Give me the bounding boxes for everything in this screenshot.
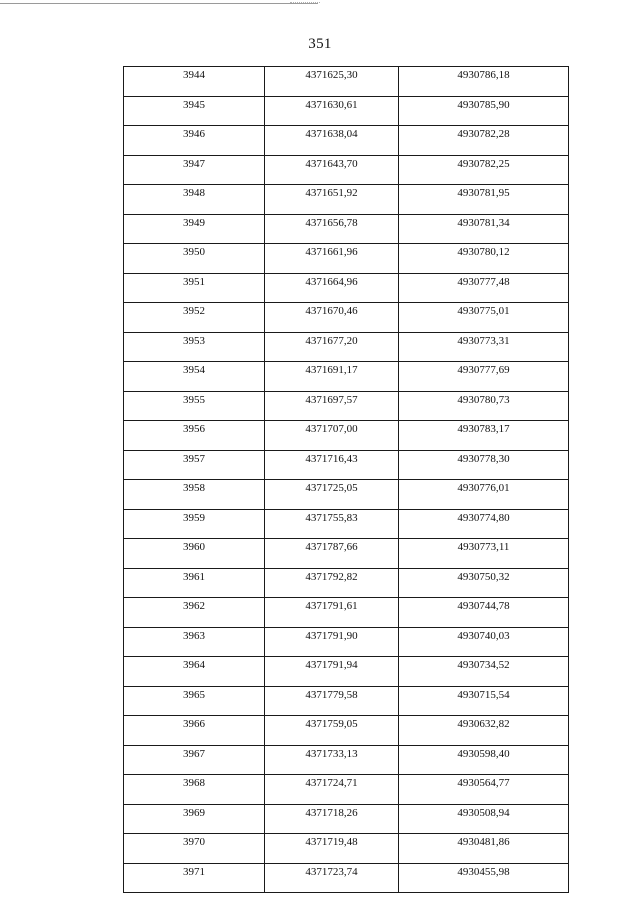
y-coordinate-cell: 4930776,01 bbox=[399, 480, 569, 510]
x-coordinate-cell: 4371724,71 bbox=[265, 775, 399, 805]
y-coordinate-cell: 4930598,40 bbox=[399, 745, 569, 775]
y-coordinate-cell: 4930783,17 bbox=[399, 421, 569, 451]
table-row bbox=[124, 155, 569, 185]
y-coordinate-cell: 4930775,01 bbox=[399, 303, 569, 333]
point-number-cell: 3964 bbox=[124, 657, 265, 687]
x-coordinate-cell: 4371638,04 bbox=[265, 126, 399, 156]
coordinates-table-body bbox=[124, 67, 569, 893]
x-coordinate-cell: 4371716,43 bbox=[265, 450, 399, 480]
y-coordinate-cell: 4930508,94 bbox=[399, 804, 569, 834]
scan-edge-line bbox=[0, 3, 318, 4]
y-coordinate-cell: 4930773,31 bbox=[399, 332, 569, 362]
y-coordinate-cell: 4930781,34 bbox=[399, 214, 569, 244]
point-number-cell: 3955 bbox=[124, 391, 265, 421]
y-coordinate-cell: 4930774,80 bbox=[399, 509, 569, 539]
point-number-cell: 3944 bbox=[124, 67, 265, 97]
table-row bbox=[124, 185, 569, 215]
x-coordinate-cell: 4371664,96 bbox=[265, 273, 399, 303]
point-number-cell: 3961 bbox=[124, 568, 265, 598]
point-number-cell: 3951 bbox=[124, 273, 265, 303]
x-coordinate-cell: 4371677,20 bbox=[265, 332, 399, 362]
y-coordinate-cell: 4930744,78 bbox=[399, 598, 569, 628]
table-row bbox=[124, 509, 569, 539]
table-row bbox=[124, 362, 569, 392]
point-number-cell: 3970 bbox=[124, 834, 265, 864]
x-coordinate-cell: 4371759,05 bbox=[265, 716, 399, 746]
table-row bbox=[124, 421, 569, 451]
y-coordinate-cell: 4930777,48 bbox=[399, 273, 569, 303]
table-row bbox=[124, 686, 569, 716]
table-row bbox=[124, 657, 569, 687]
y-coordinate-cell: 4930782,28 bbox=[399, 126, 569, 156]
x-coordinate-cell: 4371719,48 bbox=[265, 834, 399, 864]
table-row bbox=[124, 627, 569, 657]
point-number-cell: 3954 bbox=[124, 362, 265, 392]
point-number-cell: 3958 bbox=[124, 480, 265, 510]
point-number-cell: 3969 bbox=[124, 804, 265, 834]
point-number-cell: 3962 bbox=[124, 598, 265, 628]
table-row bbox=[124, 863, 569, 893]
x-coordinate-cell: 4371791,90 bbox=[265, 627, 399, 657]
table-row bbox=[124, 303, 569, 333]
point-number-cell: 3957 bbox=[124, 450, 265, 480]
point-number-cell: 3963 bbox=[124, 627, 265, 657]
x-coordinate-cell: 4371791,94 bbox=[265, 657, 399, 687]
table-row bbox=[124, 716, 569, 746]
coordinates-table bbox=[123, 66, 569, 893]
x-coordinate-cell: 4371651,92 bbox=[265, 185, 399, 215]
x-coordinate-cell: 4371643,70 bbox=[265, 155, 399, 185]
point-number-cell: 3967 bbox=[124, 745, 265, 775]
table-row bbox=[124, 126, 569, 156]
y-coordinate-cell: 4930782,25 bbox=[399, 155, 569, 185]
point-number-cell: 3949 bbox=[124, 214, 265, 244]
table-row bbox=[124, 391, 569, 421]
point-number-cell: 3959 bbox=[124, 509, 265, 539]
y-coordinate-cell: 4930786,18 bbox=[399, 67, 569, 97]
y-coordinate-cell: 4930773,11 bbox=[399, 539, 569, 569]
x-coordinate-cell: 4371733,13 bbox=[265, 745, 399, 775]
point-number-cell: 3950 bbox=[124, 244, 265, 274]
table-row bbox=[124, 804, 569, 834]
y-coordinate-cell: 4930734,52 bbox=[399, 657, 569, 687]
x-coordinate-cell: 4371792,82 bbox=[265, 568, 399, 598]
point-number-cell: 3956 bbox=[124, 421, 265, 451]
table-row bbox=[124, 568, 569, 598]
table-row bbox=[124, 539, 569, 569]
table-row bbox=[124, 273, 569, 303]
x-coordinate-cell: 4371697,57 bbox=[265, 391, 399, 421]
point-number-cell: 3966 bbox=[124, 716, 265, 746]
point-number-cell: 3960 bbox=[124, 539, 265, 569]
table-row bbox=[124, 96, 569, 126]
x-coordinate-cell: 4371661,96 bbox=[265, 244, 399, 274]
table-row bbox=[124, 450, 569, 480]
y-coordinate-cell: 4930632,82 bbox=[399, 716, 569, 746]
point-number-cell: 3953 bbox=[124, 332, 265, 362]
y-coordinate-cell: 4930785,90 bbox=[399, 96, 569, 126]
point-number-cell: 3971 bbox=[124, 863, 265, 893]
x-coordinate-cell: 4371779,58 bbox=[265, 686, 399, 716]
x-coordinate-cell: 4371670,46 bbox=[265, 303, 399, 333]
table-row bbox=[124, 598, 569, 628]
scan-mark bbox=[290, 2, 320, 3]
table-row bbox=[124, 834, 569, 864]
x-coordinate-cell: 4371787,66 bbox=[265, 539, 399, 569]
y-coordinate-cell: 4930481,86 bbox=[399, 834, 569, 864]
x-coordinate-cell: 4371723,74 bbox=[265, 863, 399, 893]
table-row bbox=[124, 244, 569, 274]
x-coordinate-cell: 4371691,17 bbox=[265, 362, 399, 392]
y-coordinate-cell: 4930564,77 bbox=[399, 775, 569, 805]
x-coordinate-cell: 4371630,61 bbox=[265, 96, 399, 126]
point-number-cell: 3968 bbox=[124, 775, 265, 805]
table-row bbox=[124, 332, 569, 362]
y-coordinate-cell: 4930780,12 bbox=[399, 244, 569, 274]
y-coordinate-cell: 4930455,98 bbox=[399, 863, 569, 893]
y-coordinate-cell: 4930778,30 bbox=[399, 450, 569, 480]
table-row bbox=[124, 214, 569, 244]
y-coordinate-cell: 4930777,69 bbox=[399, 362, 569, 392]
x-coordinate-cell: 4371718,26 bbox=[265, 804, 399, 834]
y-coordinate-cell: 4930715,54 bbox=[399, 686, 569, 716]
table-row bbox=[124, 67, 569, 97]
point-number-cell: 3947 bbox=[124, 155, 265, 185]
y-coordinate-cell: 4930781,95 bbox=[399, 185, 569, 215]
x-coordinate-cell: 4371625,30 bbox=[265, 67, 399, 97]
table-row bbox=[124, 775, 569, 805]
point-number-cell: 3946 bbox=[124, 126, 265, 156]
y-coordinate-cell: 4930780,73 bbox=[399, 391, 569, 421]
x-coordinate-cell: 4371791,61 bbox=[265, 598, 399, 628]
page-number: 351 bbox=[308, 36, 332, 52]
x-coordinate-cell: 4371725,05 bbox=[265, 480, 399, 510]
y-coordinate-cell: 4930750,32 bbox=[399, 568, 569, 598]
point-number-cell: 3945 bbox=[124, 96, 265, 126]
point-number-cell: 3952 bbox=[124, 303, 265, 333]
x-coordinate-cell: 4371755,83 bbox=[265, 509, 399, 539]
point-number-cell: 3965 bbox=[124, 686, 265, 716]
point-number-cell: 3948 bbox=[124, 185, 265, 215]
table-row bbox=[124, 480, 569, 510]
y-coordinate-cell: 4930740,03 bbox=[399, 627, 569, 657]
table-row bbox=[124, 745, 569, 775]
x-coordinate-cell: 4371707,00 bbox=[265, 421, 399, 451]
x-coordinate-cell: 4371656,78 bbox=[265, 214, 399, 244]
